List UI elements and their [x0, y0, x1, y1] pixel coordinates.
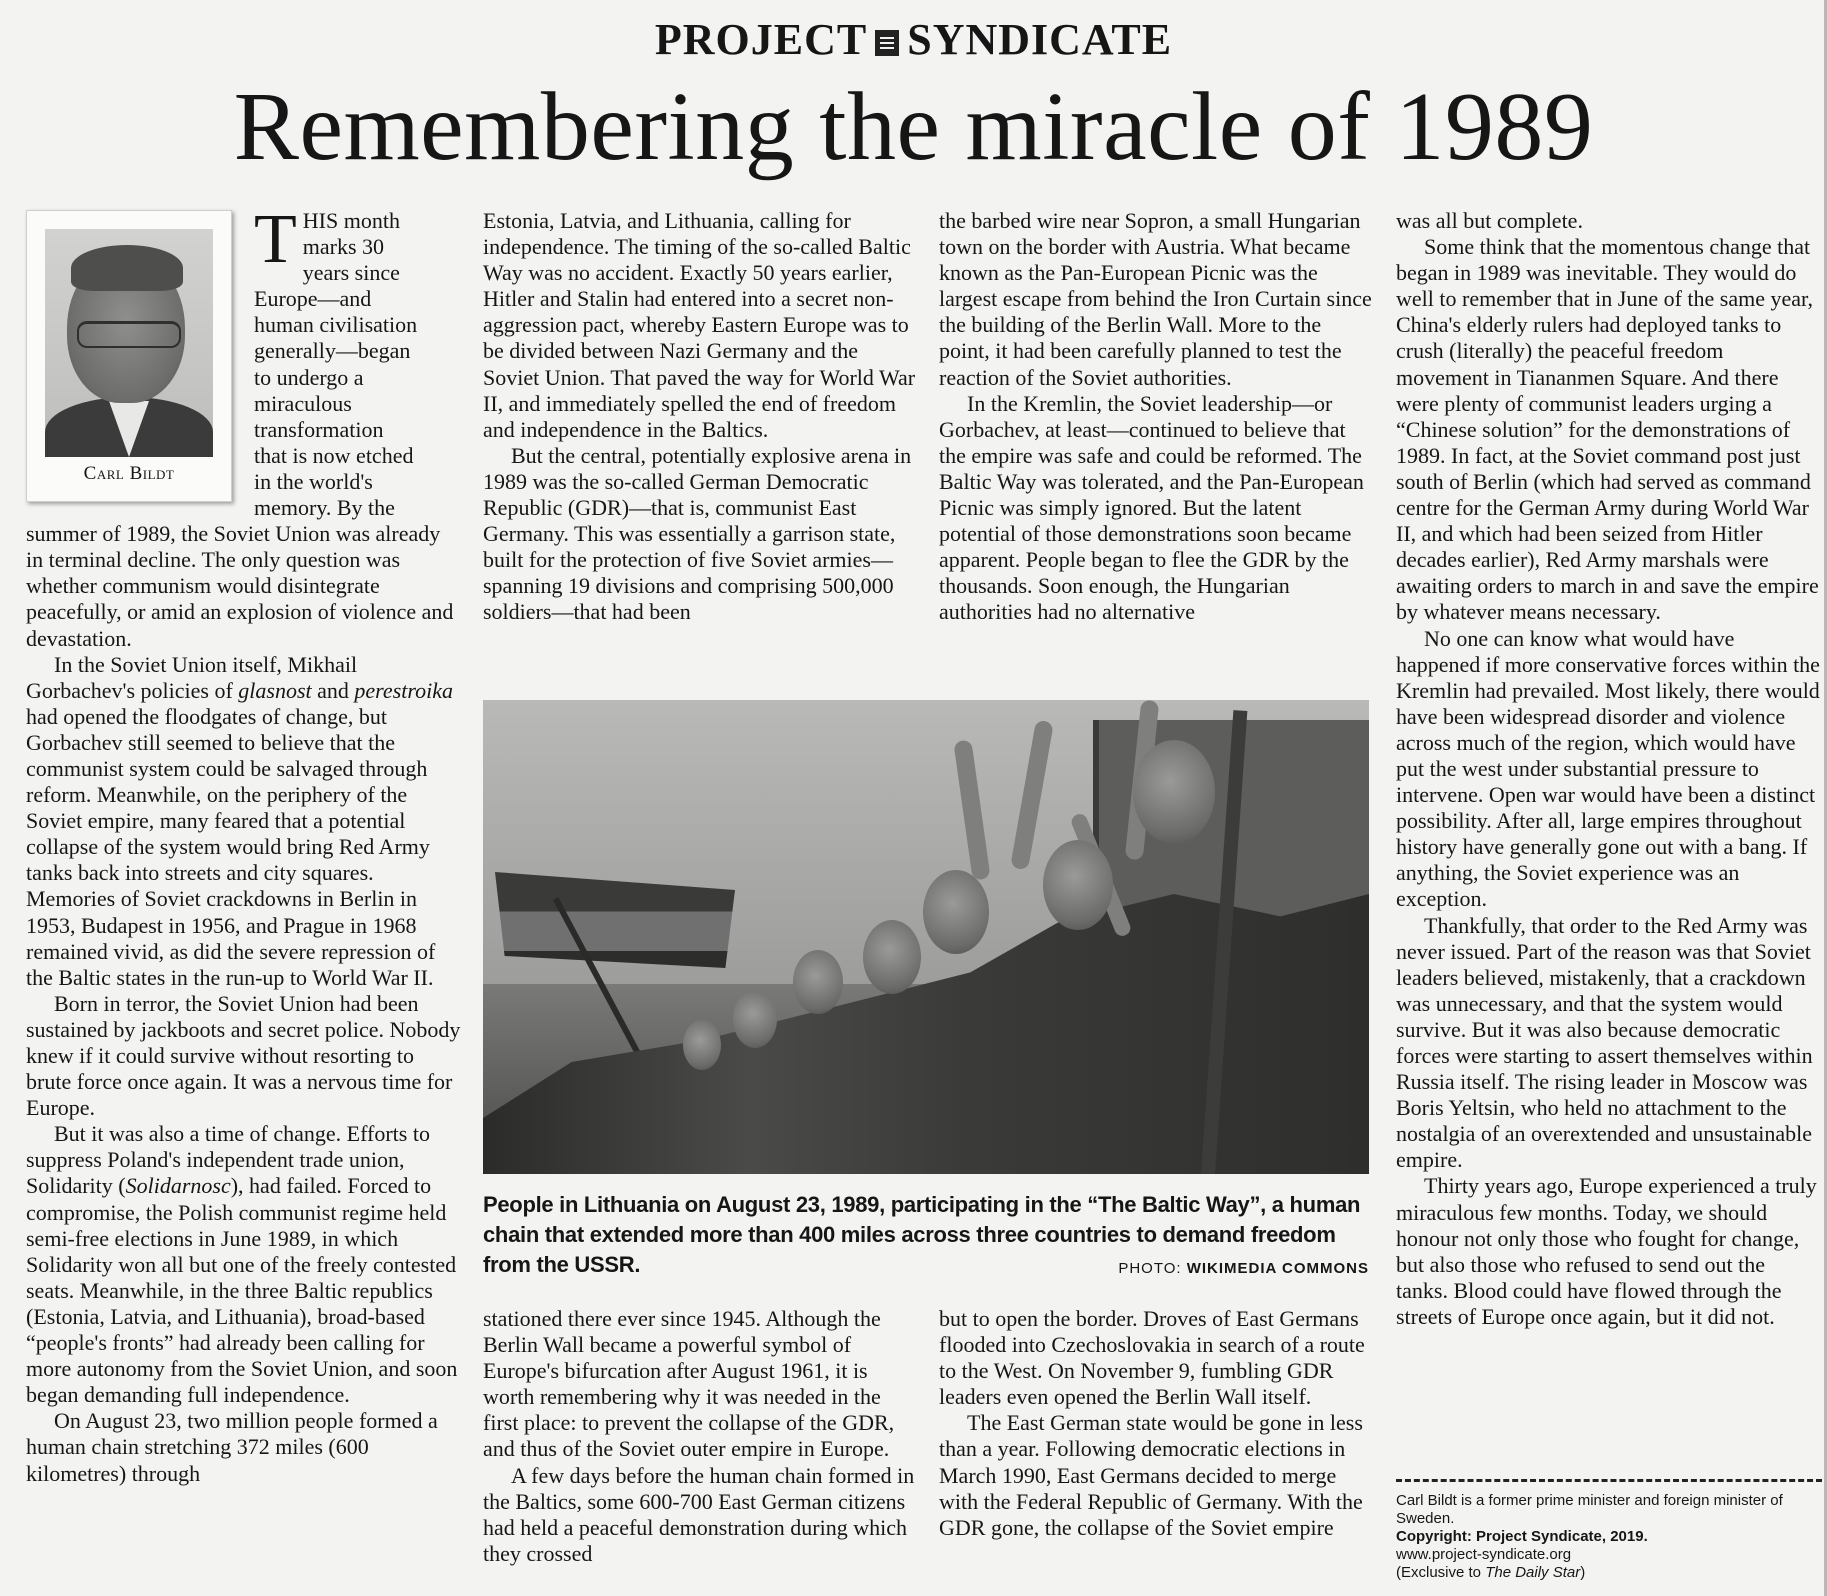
intro-line: that is now etched	[254, 442, 414, 468]
paragraph: but to open the border. Droves of East Germans flooded into Czechoslovakia in search of a route to the West. On November 9, fumbling GDR leaders even opened the Berlin Wall itself.	[939, 1306, 1365, 1410]
paragraph: A few days before the human chain formed in the Baltics, some 600-700 East German citizens had held a peaceful demonstration during which they crossed	[483, 1462, 915, 1566]
paragraph	[26, 652, 461, 991]
bio-text: Carl Bildt is a former prime minister and foreign minister of Sweden.	[1396, 1492, 1783, 1527]
paragraph: was all but complete.	[1396, 208, 1583, 233]
intro-line: in the world's	[254, 468, 373, 494]
intro-line: miraculous	[254, 390, 352, 416]
copyright-notice: Copyright: Project Syndicate, 2019.	[1396, 1528, 1648, 1545]
article-column-3	[939, 208, 1374, 626]
author-photo	[45, 229, 213, 457]
paragraph: No one can know what would have happened if more conservative forces within the Kremlin had prevailed. Most likely, there would have been widespread disorder and violence across much of the region, which would have put the west under substantial pressure to intervene. Open war would have been a distinct possibility. After all, large empires throughout history have generally gone out with a bang. If anything, the Soviet experience was an exception.	[1396, 625, 1820, 912]
paragraph: stationed there ever since 1945. Although the Berlin Wall became a powerful symbol of Europe's bifurcation after August 1961, it is worth remembering why it was needed in the first place: to prevent the collapse of the GDR, and thus of the Soviet outer empire in Europe.	[483, 1306, 895, 1462]
dashed-divider	[1396, 1479, 1822, 1482]
text-run: But it was also a time of change. Efforts to suppress Poland's independent trade union, Solidarity (	[26, 1121, 430, 1199]
headline: Remembering the miracle of 1989	[233, 73, 1594, 181]
photo-credit	[1085, 1260, 1369, 1277]
photo-credit-label: PHOTO:	[1118, 1260, 1187, 1277]
masthead	[0, 12, 1827, 68]
author-bio	[1396, 1492, 1822, 1582]
article-column-1	[26, 201, 461, 1487]
paragraph: In the Kremlin, the Soviet leadership—or Gorbachev, at least—continued to believe that the empire was safe and could be reformed. The Baltic Way was tolerated, and the Pan-European Picnic was simply ignored. But the latent potential of those demonstrations soon became apparent. People began to flee the GDR by the thousands. Soon enough, the Hungarian authorities had no alternative	[939, 390, 1364, 625]
text-run: In the Soviet Union itself, Mikhail Gorbachev's policies of	[26, 651, 358, 703]
text-run: )	[1580, 1564, 1586, 1581]
publication-name: The Daily Star	[1485, 1564, 1581, 1581]
glasses-icon	[77, 321, 181, 348]
article-column-3-continued	[939, 1306, 1374, 1541]
intro-line: generally—began	[254, 338, 411, 364]
paragraph: Born in terror, the Soviet Union had been sustained by jackboots and secret police. Nobody knew if it could survive without resorting to brute force once again. It was a nervous time for Europe.	[26, 990, 461, 1121]
intro-rest: summer of 1989, the Soviet Union was already in terminal decline. The only question was whether communism would disintegrate peacefully, or amid an explosion of violence and devastation.	[26, 521, 454, 651]
text-run: and	[311, 677, 355, 703]
italic-term: perestroika	[354, 677, 453, 703]
syndicate-logo-icon	[875, 30, 899, 56]
author-portrait	[26, 210, 232, 502]
website-url: www.project-syndicate.org	[1396, 1546, 1572, 1563]
masthead-right: SYNDICATE	[907, 15, 1173, 64]
paragraph	[26, 1121, 461, 1408]
paragraph: The East German state would be gone in less than a year. Following democratic elections in March 1990, East Germans decided to merge with the Federal Republic of Germany. With the GDR gone, the collapse of the Soviet empire	[939, 1410, 1363, 1540]
article-column-2	[483, 208, 918, 626]
intro-line: memory. By the	[254, 495, 395, 521]
masthead-left: PROJECT	[654, 15, 868, 64]
paragraph: Thankfully, that order to the Red Army was never issued. Part of the reason was that Soviet leaders believed, mistakenly, that a crackdown was unnecessary, and that the system would survive. But it was also because democratic forces were starting to assert themselves within Russia itself. The rising leader in Moscow was Boris Yeltsin, who held no attachment to the nostalgia of an overextended and unsustainable empire.	[1396, 912, 1813, 1173]
paragraph: On August 23, two million people formed a human chain stretching 372 miles (600 kilometres) through	[26, 1408, 438, 1486]
intro-line: to undergo a	[254, 364, 364, 390]
intro-line: human civilisation	[254, 312, 418, 338]
text-run: (Exclusive to	[1396, 1564, 1486, 1581]
intro-line: years since	[302, 260, 400, 286]
drop-cap: T	[254, 201, 297, 278]
text-run: had opened the floodgates of change, but Gorbachev still seemed to believe that the communist system could be salvaged through reform. Meanwhile, on the periphery of the Soviet empire, many feared that a potential collapse of the system would bring Red Army tanks back into streets and city squares. Memories of Soviet crackdowns in Berlin in 1953, Budapest in 1956, and Prague in 1968 remained vivid, as did the severe repression of the Baltic states in the run-up to World War II.	[26, 703, 436, 990]
exclusive-note	[1396, 1564, 1822, 1582]
photo-credit-source: WIKIMEDIA COMMONS	[1186, 1260, 1369, 1277]
intro-line: transformation	[254, 416, 384, 442]
paragraph: Some think that the momentous change that began in 1989 was inevitable. They would do well to remember that in June of the same year, China's elderly rulers had deployed tanks to crush (literally) the peaceful freedom movement in Tiananmen Square. And there were plenty of communist leaders urging a “Chinese solution” for the demonstrations of 1989. In fact, at the Soviet command post just south of Berlin (which had served as command centre for the German Army during World War II, and which had been seized from Hitler decades earlier), Red Army marshals were awaiting orders to march in and save the empire by whatever means necessary.	[1396, 234, 1819, 625]
article-column-2-continued	[483, 1306, 918, 1567]
intro-line: Europe—and	[254, 286, 372, 312]
intro-line: HIS month	[302, 208, 400, 233]
photo-caption: People in Lithuania on August 23, 1989, participating in the “The Baltic Way”, a human chain that extended more than 400 miles across three countries to demand freedom from the USSR.	[483, 1192, 1361, 1277]
italic-term: Solidarnosc	[125, 1173, 231, 1199]
paragraph: Thirty years ago, Europe experienced a truly miraculous few months. Today, we should honour not only those who fought for change, but also those who refused to send out the tanks. Blood could have flowed through the streets of Europe once again, but it did not.	[1396, 1173, 1817, 1329]
paragraph: But the central, potentially explosive arena in 1989 was the so-called German Democratic Republic (GDR)—that is, communist East Germany. This was essentially a garrison state, built for the protection of five Soviet armies—spanning 19 divisions and comprising 500,000 soldiers—that had been	[483, 442, 912, 625]
italic-term: glasnost	[238, 677, 312, 703]
article-column-4	[1396, 208, 1821, 1330]
paragraph: the barbed wire near Sopron, a small Hungarian town on the border with Austria. What became known as the Pan-European Picnic was the largest escape from behind the Iron Curtain since the building of the Berlin Wall. More to the point, it had been carefully planned to test the reaction of the Soviet authorities.	[939, 208, 1372, 390]
author-name: Carl Bildt	[83, 462, 175, 484]
text-run: ), had failed. Forced to compromise, the Polish communist regime held semi-free elections in June 1989, in which Solidarity won all but one of the freely contested seats. Meanwhile, in the three Baltic republics (Estonia, Latvia, and Lithuania), broad-based “people's fronts” had already been calling for more autonomy from the Soviet Union, and soon began demanding full independence.	[26, 1173, 458, 1408]
baltic-way-photo	[483, 700, 1369, 1174]
paragraph: Estonia, Latvia, and Lithuania, calling for independence. The timing of the so-called Baltic Way was no accident. Exactly 50 years earlier, Hitler and Stalin had entered into a secret non-aggression pact, whereby Eastern Europe was to be divided between Nazi Germany and the Soviet Union. That paved the way for World War II, and immediately spelled the end of freedom and independence in the Baltics.	[483, 208, 916, 442]
intro-line: marks 30	[302, 234, 385, 260]
